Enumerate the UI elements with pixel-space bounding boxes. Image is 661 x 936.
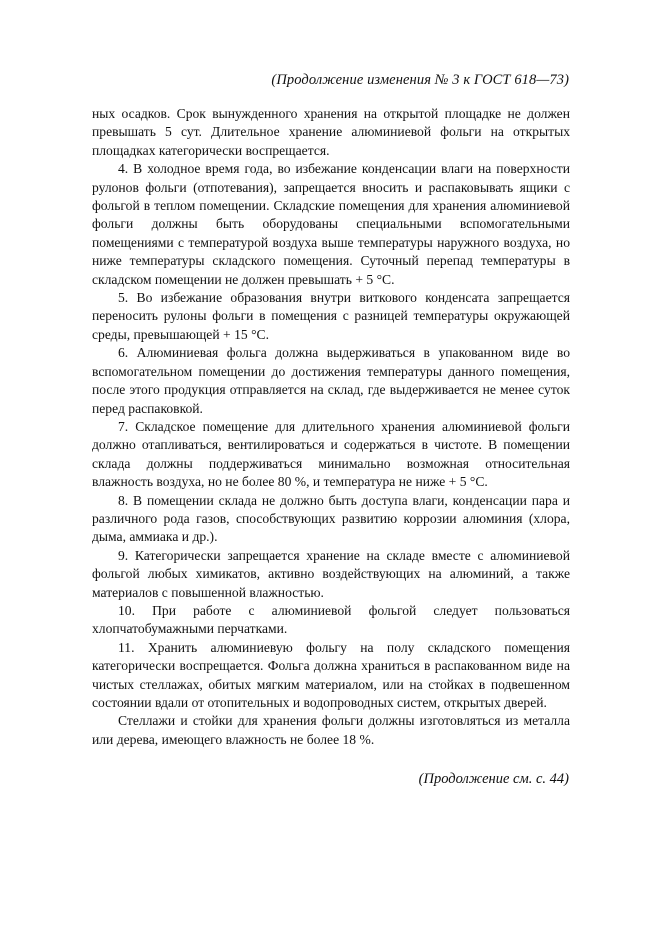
- page-header: (Продолжение изменения № 3 к ГОСТ 618—73): [271, 72, 569, 88]
- paragraph-item-10: 10. При работе с алюминиевой фольгой следует пользоваться хлопчатобумажными перчатками.: [92, 602, 570, 637]
- paragraph-shelving-note: Стеллажи и стойки для хранения фольги должны изготовляться из металла или дерева, имеющего влажность не более 18 %.: [92, 713, 570, 747]
- paragraph-item-4: 4. В холодное время года, во избежание конденсации влаги на поверхности рулонов фольги (отпотевания), запрещается вносить и распаковывать ящики с фольгой в теплом помещении. Складские помещения для хранения алюминиевой фольги должны быть оборудованы специальными вспомогательными помещениями с температурой воздуха выше температуры наружного воздуха, но ниже температуры складского помещения. Суточный перепад температуры в складском помещении не должен превышать + 5 °С.: [92, 161, 570, 287]
- paragraph-item-11: 11. Хранить алюминиевую фольгу на полу складского помещения категорически воспрещается. Фольга должна храниться в распакованном виде на чистых стеллажах, обитых мягким материалом, или на стойках в подвешенном состоянии вдали от отопительных и водопроводных систем, открытых дверей.: [92, 639, 570, 710]
- paragraph-item-9: 9. Категорически запрещается хранение на складе вместе с алюминиевой фольгой любых химикатов, активно воздействующих на алюминий, а также материалов с повышенной влажностью.: [92, 547, 570, 600]
- paragraph-continuation: ных осадков. Срок вынужденного хранения на открытой площадке не должен превышать 5 сут. Длительное хранение алюминиевой фольги на открытых площадках категорически воспрещается.: [92, 106, 570, 158]
- document-body: [92, 105, 570, 749]
- paragraph-item-7: 7. Складское помещение для длительного хранения алюминиевой фольги должно отапливаться, вентилироваться и содержаться в чистоте. В помещении склада должны поддерживаться минимально возможная относительная влажность воздуха, но не более 80 %, и температура не ниже + 5 °С.: [92, 418, 570, 490]
- page-footer: (Продолжение см. с. 44): [418, 771, 569, 787]
- paragraph-item-5: 5. Во избежание образования внутри виткового конденсата запрещается переносить рулоны фольги в помещения с разницей температуры окружающей среды, превышающей + 15 °С.: [92, 290, 570, 342]
- paragraph-item-6: 6. Алюминиевая фольга должна выдерживаться в упакованном виде во вспомогательном помещении до достижения температуры данного помещения, после этого продукция отправляется на склад, где выдерживается не менее суток перед распаковкой.: [92, 345, 570, 416]
- paragraph-item-8: 8. В помещении склада не должно быть доступа влаги, конденсации пара и различного рода газов, способствующих развитию коррозии алюминия (хлора, дыма, аммиака и др.).: [92, 492, 570, 545]
